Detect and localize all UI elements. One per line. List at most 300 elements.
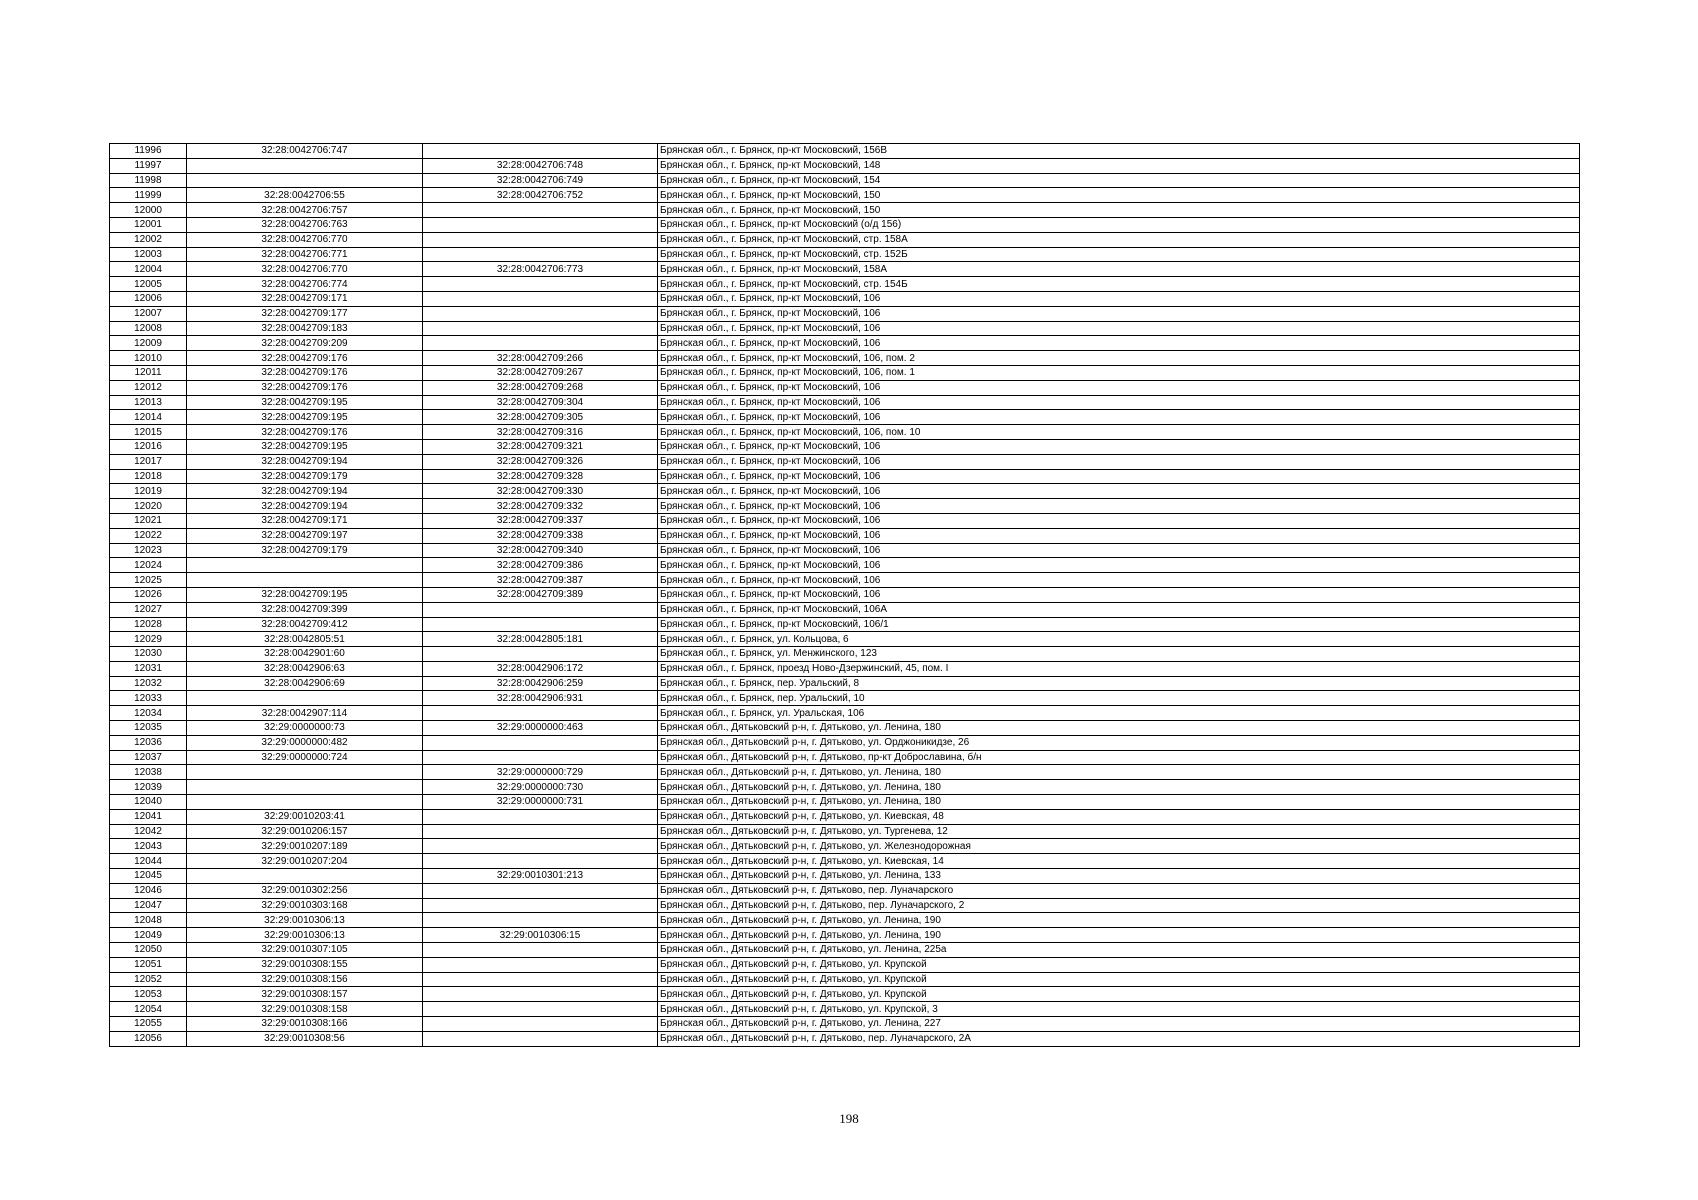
table-row — [110, 617, 1580, 632]
cadastral-number-cell: 32:28:0042906:69 — [187, 676, 423, 691]
address-cell: Брянская обл., г. Брянск, пр-кт Московский, 106, пом. 2 — [658, 351, 1580, 366]
table-row — [110, 291, 1580, 306]
row-number-cell: 12055 — [110, 1017, 187, 1032]
related-cadastral-number-cell — [423, 217, 658, 232]
row-number-cell: 12027 — [110, 602, 187, 617]
cadastral-number-cell: 32:29:0010206:157 — [187, 824, 423, 839]
table-row — [110, 869, 1580, 884]
address-cell: Брянская обл., г. Брянск, пр-кт Московский, 106 — [658, 380, 1580, 395]
related-cadastral-number-cell — [423, 898, 658, 913]
related-cadastral-number-cell — [423, 291, 658, 306]
table-row — [110, 351, 1580, 366]
table-row — [110, 1031, 1580, 1046]
table-row — [110, 795, 1580, 810]
table-row — [110, 676, 1580, 691]
row-number-cell: 12012 — [110, 380, 187, 395]
address-cell: Брянская обл., Дятьковский р-н, г. Дятьково, ул. Тургенева, 12 — [658, 824, 1580, 839]
address-cell: Брянская обл., Дятьковский р-н, г. Дятьково, ул. Ленина, 180 — [658, 795, 1580, 810]
related-cadastral-number-cell: 32:28:0042709:267 — [423, 365, 658, 380]
row-number-cell: 12028 — [110, 617, 187, 632]
cadastral-number-cell: 32:29:0010303:168 — [187, 898, 423, 913]
row-number-cell: 12005 — [110, 277, 187, 292]
address-cell: Брянская обл., Дятьковский р-н, г. Дятьково, ул. Крупской, 3 — [658, 1002, 1580, 1017]
related-cadastral-number-cell — [423, 809, 658, 824]
cadastral-number-cell: 32:28:0042709:179 — [187, 543, 423, 558]
row-number-cell: 12016 — [110, 439, 187, 454]
table-row — [110, 439, 1580, 454]
related-cadastral-number-cell: 32:28:0042906:259 — [423, 676, 658, 691]
row-number-cell: 12045 — [110, 869, 187, 884]
address-cell: Брянская обл., Дятьковский р-н, г. Дятьково, ул. Ленина, 225а — [658, 943, 1580, 958]
address-cell: Брянская обл., Дятьковский р-н, г. Дятьково, ул. Железнодорожная — [658, 839, 1580, 854]
cadastral-number-cell: 32:28:0042709:176 — [187, 425, 423, 440]
related-cadastral-number-cell: 32:28:0042805:181 — [423, 632, 658, 647]
related-cadastral-number-cell — [423, 144, 658, 159]
cadastral-number-cell: 32:29:0010308:156 — [187, 972, 423, 987]
address-cell: Брянская обл., г. Брянск, пер. Уральский, 8 — [658, 676, 1580, 691]
cadastral-number-cell: 32:29:0010308:157 — [187, 987, 423, 1002]
cadastral-number-cell — [187, 795, 423, 810]
cadastral-number-cell: 32:28:0042709:179 — [187, 469, 423, 484]
related-cadastral-number-cell — [423, 943, 658, 958]
row-number-cell: 12037 — [110, 750, 187, 765]
registry-table — [109, 143, 1580, 1047]
related-cadastral-number-cell — [423, 1017, 658, 1032]
related-cadastral-number-cell: 32:28:0042706:749 — [423, 173, 658, 188]
table-row — [110, 839, 1580, 854]
row-number-cell: 12023 — [110, 543, 187, 558]
related-cadastral-number-cell: 32:28:0042709:328 — [423, 469, 658, 484]
table-row — [110, 721, 1580, 736]
cadastral-number-cell: 32:29:0010308:166 — [187, 1017, 423, 1032]
cadastral-number-cell: 32:28:0042709:171 — [187, 513, 423, 528]
address-cell: Брянская обл., г. Брянск, ул. Менжинского, 123 — [658, 647, 1580, 662]
cadastral-number-cell: 32:29:0010306:13 — [187, 913, 423, 928]
address-cell: Брянская обл., Дятьковский р-н, г. Дятьково, ул. Ленина, 190 — [658, 928, 1580, 943]
cadastral-number-cell: 32:28:0042709:171 — [187, 291, 423, 306]
address-cell: Брянская обл., Дятьковский р-н, г. Дятьково, ул. Ленина, 180 — [658, 780, 1580, 795]
cadastral-number-cell: 32:29:0010302:256 — [187, 883, 423, 898]
row-number-cell: 12050 — [110, 943, 187, 958]
table-row — [110, 144, 1580, 159]
table-row — [110, 765, 1580, 780]
table-row — [110, 277, 1580, 292]
related-cadastral-number-cell: 32:28:0042709:389 — [423, 587, 658, 602]
cadastral-number-cell: 32:28:0042901:60 — [187, 647, 423, 662]
address-cell: Брянская обл., г. Брянск, пр-кт Московский, 106 — [658, 558, 1580, 573]
table-row — [110, 558, 1580, 573]
address-cell: Брянская обл., г. Брянск, проезд Ново-Дзержинский, 45, пом. I — [658, 661, 1580, 676]
address-cell: Брянская обл., Дятьковский р-н, г. Дятьково, пер. Луначарского, 2А — [658, 1031, 1580, 1046]
row-number-cell: 12044 — [110, 854, 187, 869]
address-cell: Брянская обл., г. Брянск, пр-кт Московский, стр. 154Б — [658, 277, 1580, 292]
related-cadastral-number-cell: 32:28:0042709:305 — [423, 410, 658, 425]
row-number-cell: 12056 — [110, 1031, 187, 1046]
related-cadastral-number-cell — [423, 321, 658, 336]
row-number-cell: 12014 — [110, 410, 187, 425]
address-cell: Брянская обл., Дятьковский р-н, г. Дятьково, ул. Ленина, 190 — [658, 913, 1580, 928]
cadastral-number-cell: 32:28:0042706:757 — [187, 203, 423, 218]
address-cell: Брянская обл., г. Брянск, пер. Уральский, 10 — [658, 691, 1580, 706]
cadastral-number-cell: 32:29:0000000:724 — [187, 750, 423, 765]
related-cadastral-number-cell — [423, 247, 658, 262]
address-cell: Брянская обл., г. Брянск, пр-кт Московский, 150 — [658, 203, 1580, 218]
related-cadastral-number-cell — [423, 735, 658, 750]
table-row — [110, 469, 1580, 484]
table-row — [110, 854, 1580, 869]
cadastral-number-cell: 32:28:0042709:194 — [187, 454, 423, 469]
row-number-cell: 12049 — [110, 928, 187, 943]
table-row — [110, 158, 1580, 173]
related-cadastral-number-cell — [423, 602, 658, 617]
related-cadastral-number-cell: 32:28:0042709:268 — [423, 380, 658, 395]
table-row — [110, 735, 1580, 750]
cadastral-number-cell: 32:28:0042706:55 — [187, 188, 423, 203]
row-number-cell: 12000 — [110, 203, 187, 218]
related-cadastral-number-cell: 32:28:0042706:748 — [423, 158, 658, 173]
cadastral-number-cell: 32:28:0042709:183 — [187, 321, 423, 336]
cadastral-number-cell: 32:28:0042709:176 — [187, 365, 423, 380]
table-row — [110, 232, 1580, 247]
address-cell: Брянская обл., Дятьковский р-н, г. Дятьково, ул. Ленина, 227 — [658, 1017, 1580, 1032]
related-cadastral-number-cell: 32:29:0000000:729 — [423, 765, 658, 780]
cadastral-number-cell — [187, 158, 423, 173]
address-cell: Брянская обл., Дятьковский р-н, г. Дятьково, ул. Крупской — [658, 957, 1580, 972]
related-cadastral-number-cell — [423, 957, 658, 972]
row-number-cell: 11998 — [110, 173, 187, 188]
row-number-cell: 12051 — [110, 957, 187, 972]
table-row — [110, 809, 1580, 824]
row-number-cell: 12034 — [110, 706, 187, 721]
address-cell: Брянская обл., Дятьковский р-н, г. Дятьково, ул. Крупской — [658, 987, 1580, 1002]
table-row — [110, 1017, 1580, 1032]
related-cadastral-number-cell: 32:29:0000000:730 — [423, 780, 658, 795]
address-cell: Брянская обл., г. Брянск, пр-кт Московский, 106/1 — [658, 617, 1580, 632]
related-cadastral-number-cell: 32:28:0042709:337 — [423, 513, 658, 528]
related-cadastral-number-cell: 32:28:0042709:321 — [423, 439, 658, 454]
row-number-cell: 12004 — [110, 262, 187, 277]
cadastral-number-cell: 32:28:0042907:114 — [187, 706, 423, 721]
cadastral-number-cell: 32:28:0042706:763 — [187, 217, 423, 232]
page-number: 198 — [839, 1111, 859, 1126]
table-row — [110, 425, 1580, 440]
row-number-cell: 12046 — [110, 883, 187, 898]
address-cell: Брянская обл., г. Брянск, пр-кт Московский, 106 — [658, 543, 1580, 558]
table-row — [110, 262, 1580, 277]
address-cell: Брянская обл., г. Брянск, пр-кт Московский, 106 — [658, 484, 1580, 499]
cadastral-number-cell: 32:29:0010207:189 — [187, 839, 423, 854]
cadastral-number-cell: 32:29:0010306:13 — [187, 928, 423, 943]
address-cell: Брянская обл., г. Брянск, пр-кт Московский, 156В — [658, 144, 1580, 159]
table-row — [110, 336, 1580, 351]
table-row — [110, 484, 1580, 499]
cadastral-number-cell: 32:28:0042709:195 — [187, 395, 423, 410]
address-cell: Брянская обл., г. Брянск, ул. Уральская, 106 — [658, 706, 1580, 721]
related-cadastral-number-cell: 32:29:0010306:15 — [423, 928, 658, 943]
address-cell: Брянская обл., Дятьковский р-н, г. Дятьково, ул. Ленина, 180 — [658, 765, 1580, 780]
table-row — [110, 499, 1580, 514]
address-cell: Брянская обл., Дятьковский р-н, г. Дятьково, пер. Луначарского, 2 — [658, 898, 1580, 913]
row-number-cell: 12038 — [110, 765, 187, 780]
related-cadastral-number-cell: 32:29:0000000:463 — [423, 721, 658, 736]
address-cell: Брянская обл., г. Брянск, ул. Кольцова, 6 — [658, 632, 1580, 647]
related-cadastral-number-cell — [423, 750, 658, 765]
address-cell: Брянская обл., г. Брянск, пр-кт Московский, 106 — [658, 454, 1580, 469]
related-cadastral-number-cell: 32:28:0042709:326 — [423, 454, 658, 469]
address-cell: Брянская обл., г. Брянск, пр-кт Московский, 158А — [658, 262, 1580, 277]
related-cadastral-number-cell: 32:28:0042706:752 — [423, 188, 658, 203]
table-row — [110, 928, 1580, 943]
address-cell: Брянская обл., г. Брянск, пр-кт Московский, 106 — [658, 573, 1580, 588]
row-number-cell: 11996 — [110, 144, 187, 159]
table-row — [110, 647, 1580, 662]
related-cadastral-number-cell — [423, 232, 658, 247]
row-number-cell: 12013 — [110, 395, 187, 410]
table-row — [110, 380, 1580, 395]
related-cadastral-number-cell — [423, 647, 658, 662]
row-number-cell: 12043 — [110, 839, 187, 854]
table-row — [110, 410, 1580, 425]
cadastral-number-cell — [187, 573, 423, 588]
related-cadastral-number-cell: 32:28:0042709:316 — [423, 425, 658, 440]
address-cell: Брянская обл., г. Брянск, пр-кт Московский (о/д 156) — [658, 217, 1580, 232]
row-number-cell: 12047 — [110, 898, 187, 913]
row-number-cell: 12020 — [110, 499, 187, 514]
related-cadastral-number-cell: 32:29:0000000:731 — [423, 795, 658, 810]
row-number-cell: 12041 — [110, 809, 187, 824]
cadastral-number-cell — [187, 173, 423, 188]
related-cadastral-number-cell: 32:28:0042906:931 — [423, 691, 658, 706]
cadastral-number-cell: 32:28:0042709:412 — [187, 617, 423, 632]
related-cadastral-number-cell — [423, 839, 658, 854]
table-row — [110, 780, 1580, 795]
cadastral-number-cell: 32:28:0042706:747 — [187, 144, 423, 159]
related-cadastral-number-cell — [423, 617, 658, 632]
related-cadastral-number-cell: 32:28:0042709:330 — [423, 484, 658, 499]
table-row — [110, 173, 1580, 188]
cadastral-number-cell: 32:28:0042805:51 — [187, 632, 423, 647]
row-number-cell: 12003 — [110, 247, 187, 262]
row-number-cell: 12029 — [110, 632, 187, 647]
address-cell: Брянская обл., г. Брянск, пр-кт Московский, 106, пом. 10 — [658, 425, 1580, 440]
address-cell: Брянская обл., Дятьковский р-н, г. Дятьково, пр-кт Доброславина, б/н — [658, 750, 1580, 765]
table-row — [110, 691, 1580, 706]
address-cell: Брянская обл., г. Брянск, пр-кт Московский, 106 — [658, 306, 1580, 321]
address-cell: Брянская обл., г. Брянск, пр-кт Московский, 106 — [658, 336, 1580, 351]
table-row — [110, 513, 1580, 528]
table-row — [110, 1002, 1580, 1017]
address-cell: Брянская обл., г. Брянск, пр-кт Московский, 106 — [658, 528, 1580, 543]
cadastral-number-cell — [187, 780, 423, 795]
row-number-cell: 12036 — [110, 735, 187, 750]
related-cadastral-number-cell — [423, 883, 658, 898]
cadastral-number-cell: 32:28:0042709:194 — [187, 484, 423, 499]
cadastral-number-cell — [187, 765, 423, 780]
cadastral-number-cell: 32:28:0042709:209 — [187, 336, 423, 351]
address-cell: Брянская обл., г. Брянск, пр-кт Московский, 106 — [658, 469, 1580, 484]
table-row — [110, 528, 1580, 543]
cadastral-number-cell: 32:28:0042709:177 — [187, 306, 423, 321]
cadastral-number-cell: 32:28:0042709:399 — [187, 602, 423, 617]
address-cell: Брянская обл., г. Брянск, пр-кт Московский, 106 — [658, 439, 1580, 454]
related-cadastral-number-cell — [423, 987, 658, 1002]
row-number-cell: 12007 — [110, 306, 187, 321]
registry-table-body — [110, 144, 1580, 1047]
related-cadastral-number-cell — [423, 824, 658, 839]
cadastral-number-cell: 32:29:0000000:73 — [187, 721, 423, 736]
table-row — [110, 306, 1580, 321]
related-cadastral-number-cell — [423, 306, 658, 321]
address-cell: Брянская обл., г. Брянск, пр-кт Московский, 106 — [658, 395, 1580, 410]
row-number-cell: 12025 — [110, 573, 187, 588]
row-number-cell: 11999 — [110, 188, 187, 203]
table-row — [110, 706, 1580, 721]
row-number-cell: 12022 — [110, 528, 187, 543]
table-row — [110, 824, 1580, 839]
row-number-cell: 12040 — [110, 795, 187, 810]
row-number-cell: 12006 — [110, 291, 187, 306]
row-number-cell: 12039 — [110, 780, 187, 795]
cadastral-number-cell — [187, 869, 423, 884]
address-cell: Брянская обл., г. Брянск, пр-кт Московский, стр. 158А — [658, 232, 1580, 247]
related-cadastral-number-cell — [423, 336, 658, 351]
cadastral-number-cell: 32:28:0042706:770 — [187, 262, 423, 277]
address-cell: Брянская обл., г. Брянск, пр-кт Московский, 106 — [658, 587, 1580, 602]
address-cell: Брянская обл., Дятьковский р-н, г. Дятьково, ул. Ленина, 180 — [658, 721, 1580, 736]
row-number-cell: 12021 — [110, 513, 187, 528]
row-number-cell: 12015 — [110, 425, 187, 440]
cadastral-number-cell — [187, 691, 423, 706]
row-number-cell: 12054 — [110, 1002, 187, 1017]
address-cell: Брянская обл., г. Брянск, пр-кт Московский, 106, пом. 1 — [658, 365, 1580, 380]
table-row — [110, 913, 1580, 928]
related-cadastral-number-cell — [423, 854, 658, 869]
row-number-cell: 12032 — [110, 676, 187, 691]
cadastral-number-cell: 32:28:0042709:195 — [187, 587, 423, 602]
cadastral-number-cell: 32:28:0042709:197 — [187, 528, 423, 543]
row-number-cell: 12001 — [110, 217, 187, 232]
row-number-cell: 12030 — [110, 647, 187, 662]
row-number-cell: 12052 — [110, 972, 187, 987]
row-number-cell: 12002 — [110, 232, 187, 247]
table-row — [110, 188, 1580, 203]
table-row — [110, 365, 1580, 380]
related-cadastral-number-cell — [423, 1031, 658, 1046]
cadastral-number-cell: 32:28:0042709:195 — [187, 439, 423, 454]
row-number-cell: 11997 — [110, 158, 187, 173]
row-number-cell: 12009 — [110, 336, 187, 351]
address-cell: Брянская обл., г. Брянск, пр-кт Московский, 106 — [658, 499, 1580, 514]
table-row — [110, 217, 1580, 232]
row-number-cell: 12011 — [110, 365, 187, 380]
cadastral-number-cell — [187, 558, 423, 573]
address-cell: Брянская обл., г. Брянск, пр-кт Московский, 154 — [658, 173, 1580, 188]
row-number-cell: 12035 — [110, 721, 187, 736]
cadastral-number-cell: 32:28:0042706:774 — [187, 277, 423, 292]
address-cell: Брянская обл., Дятьковский р-н, г. Дятьково, ул. Киевская, 14 — [658, 854, 1580, 869]
cadastral-number-cell: 32:29:0010307:105 — [187, 943, 423, 958]
row-number-cell: 12026 — [110, 587, 187, 602]
table-row — [110, 957, 1580, 972]
table-row — [110, 395, 1580, 410]
related-cadastral-number-cell: 32:28:0042709:332 — [423, 499, 658, 514]
row-number-cell: 12019 — [110, 484, 187, 499]
address-cell: Брянская обл., г. Брянск, пр-кт Московский, 106 — [658, 410, 1580, 425]
address-cell: Брянская обл., Дятьковский р-н, г. Дятьково, ул. Киевская, 48 — [658, 809, 1580, 824]
row-number-cell: 12018 — [110, 469, 187, 484]
related-cadastral-number-cell: 32:28:0042906:172 — [423, 661, 658, 676]
cadastral-number-cell: 32:28:0042709:176 — [187, 380, 423, 395]
address-cell: Брянская обл., Дятьковский р-н, г. Дятьково, ул. Орджоникидзе, 26 — [658, 735, 1580, 750]
table-row — [110, 661, 1580, 676]
table-row — [110, 750, 1580, 765]
row-number-cell: 12053 — [110, 987, 187, 1002]
table-row — [110, 972, 1580, 987]
related-cadastral-number-cell: 32:28:0042709:340 — [423, 543, 658, 558]
row-number-cell: 12048 — [110, 913, 187, 928]
row-number-cell: 12017 — [110, 454, 187, 469]
table-row — [110, 573, 1580, 588]
row-number-cell: 12010 — [110, 351, 187, 366]
related-cadastral-number-cell — [423, 972, 658, 987]
cadastral-number-cell: 32:28:0042706:770 — [187, 232, 423, 247]
table-row — [110, 898, 1580, 913]
row-number-cell: 12024 — [110, 558, 187, 573]
row-number-cell: 12008 — [110, 321, 187, 336]
table-row — [110, 454, 1580, 469]
related-cadastral-number-cell: 32:28:0042709:387 — [423, 573, 658, 588]
address-cell: Брянская обл., Дятьковский р-н, г. Дятьково, ул. Ленина, 133 — [658, 869, 1580, 884]
table-row — [110, 543, 1580, 558]
address-cell: Брянская обл., г. Брянск, пр-кт Московский, 106 — [658, 291, 1580, 306]
cadastral-number-cell: 32:29:0010203:41 — [187, 809, 423, 824]
related-cadastral-number-cell — [423, 277, 658, 292]
table-row — [110, 987, 1580, 1002]
table-row — [110, 883, 1580, 898]
related-cadastral-number-cell — [423, 1002, 658, 1017]
cadastral-number-cell: 32:28:0042706:771 — [187, 247, 423, 262]
address-cell: Брянская обл., Дятьковский р-н, г. Дятьково, ул. Крупской — [658, 972, 1580, 987]
cadastral-number-cell: 32:29:0010308:56 — [187, 1031, 423, 1046]
address-cell: Брянская обл., г. Брянск, пр-кт Московский, 150 — [658, 188, 1580, 203]
cadastral-number-cell: 32:29:0010207:204 — [187, 854, 423, 869]
cadastral-number-cell: 32:28:0042709:194 — [187, 499, 423, 514]
related-cadastral-number-cell — [423, 913, 658, 928]
table-row — [110, 203, 1580, 218]
address-cell: Брянская обл., г. Брянск, пр-кт Московский, 106 — [658, 321, 1580, 336]
table-row — [110, 632, 1580, 647]
table-row — [110, 943, 1580, 958]
cadastral-number-cell: 32:28:0042906:63 — [187, 661, 423, 676]
table-row — [110, 602, 1580, 617]
related-cadastral-number-cell: 32:28:0042706:773 — [423, 262, 658, 277]
table-row — [110, 587, 1580, 602]
related-cadastral-number-cell: 32:29:0010301:213 — [423, 869, 658, 884]
cadastral-number-cell: 32:29:0010308:158 — [187, 1002, 423, 1017]
table-row — [110, 321, 1580, 336]
address-cell: Брянская обл., г. Брянск, пр-кт Московский, стр. 152Б — [658, 247, 1580, 262]
related-cadastral-number-cell: 32:28:0042709:338 — [423, 528, 658, 543]
row-number-cell: 12033 — [110, 691, 187, 706]
address-cell: Брянская обл., Дятьковский р-н, г. Дятьково, пер. Луначарского — [658, 883, 1580, 898]
address-cell: Брянская обл., г. Брянск, пр-кт Московский, 106А — [658, 602, 1580, 617]
row-number-cell: 12031 — [110, 661, 187, 676]
row-number-cell: 12042 — [110, 824, 187, 839]
cadastral-number-cell: 32:29:0000000:482 — [187, 735, 423, 750]
table-row — [110, 247, 1580, 262]
cadastral-number-cell: 32:29:0010308:155 — [187, 957, 423, 972]
address-cell: Брянская обл., г. Брянск, пр-кт Московский, 148 — [658, 158, 1580, 173]
